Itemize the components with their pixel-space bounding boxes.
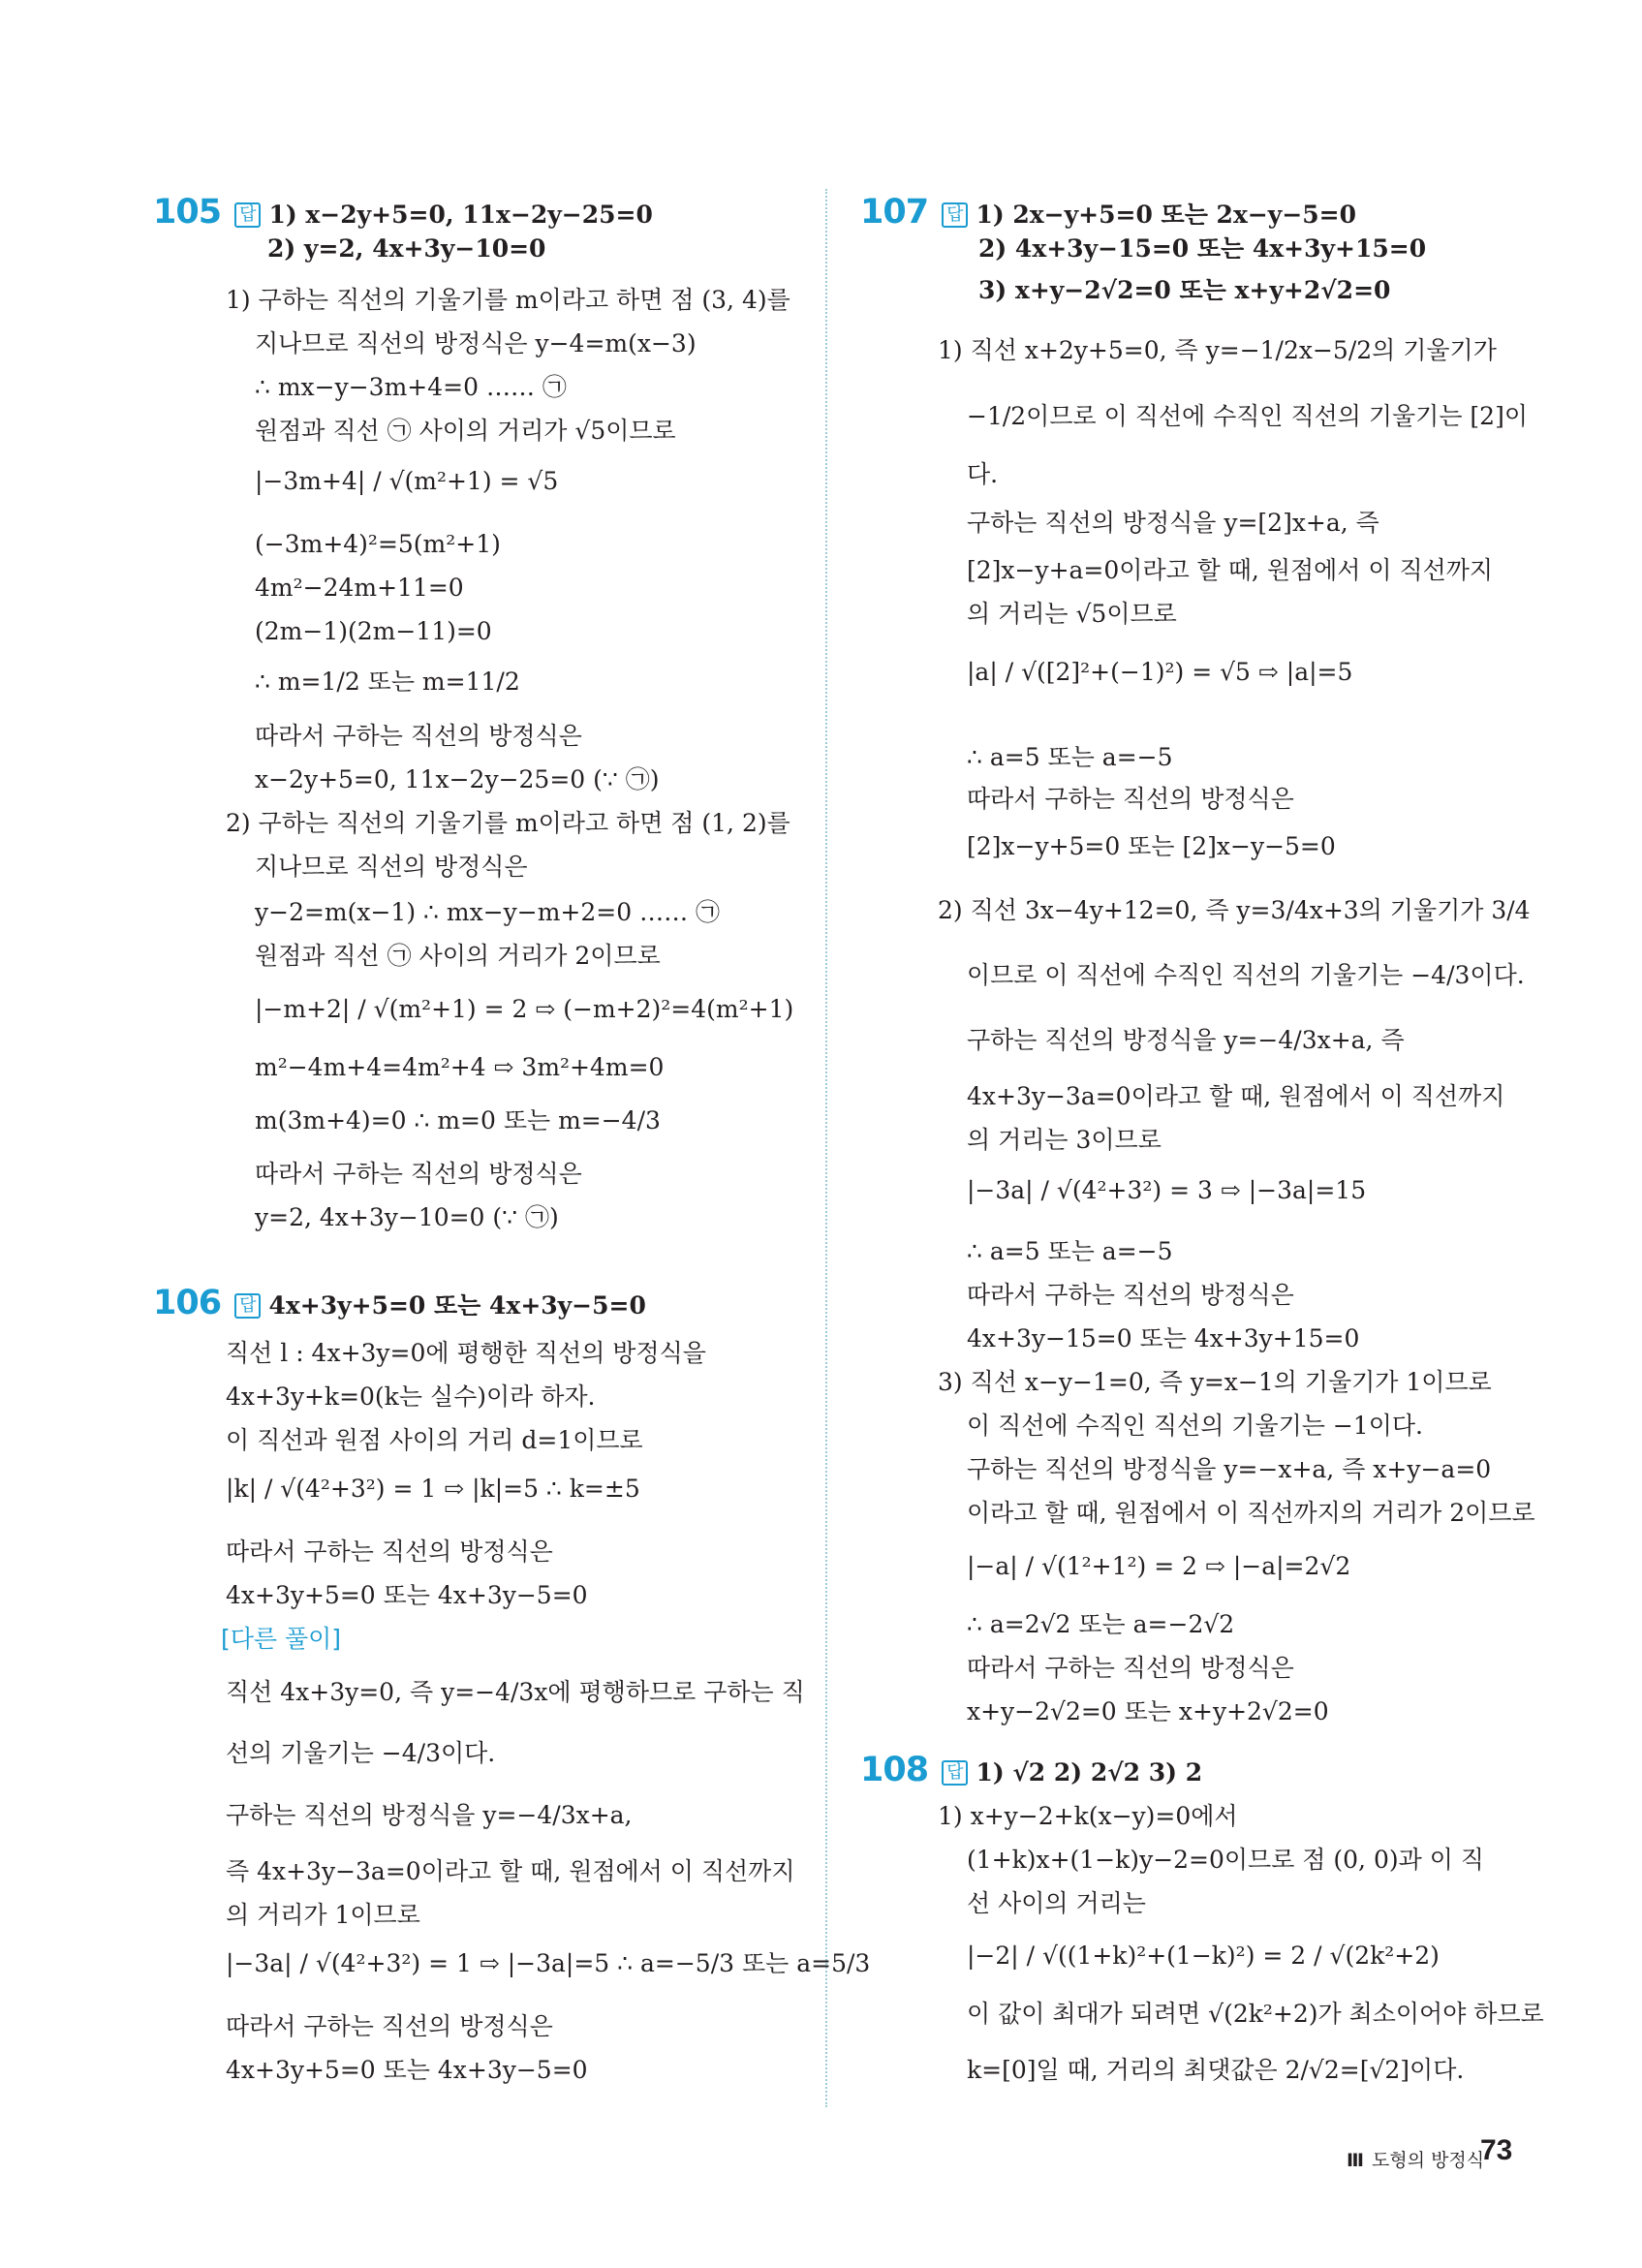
solution-line: 따라서 구하는 직선의 방정식은	[967, 1281, 1294, 1309]
equation-line: |−3m+4| / √(m²+1) = √5	[255, 467, 559, 495]
equation-line: 4x+3y+5=0 또는 4x+3y−5=0	[226, 2056, 588, 2084]
equation-line: y−2=m(x−1) ∴ mx−y−m+2=0 …… ㉠	[255, 898, 721, 926]
answer-line-1: 1) 2x−y+5=0 또는 2x−y−5=0	[976, 201, 1357, 229]
equation-line: ∴ a=2√2 또는 a=−2√2	[967, 1610, 1235, 1638]
solution-line: 따라서 구하는 직선의 방정식은	[226, 2012, 553, 2040]
problem-number: 105	[153, 193, 222, 232]
problem-number: 106	[153, 1284, 222, 1322]
answer-badge: 답	[942, 1760, 968, 1786]
answer-badge: 답	[942, 202, 968, 228]
solution-line: 1) x+y−2+k(x−y)=0에서	[938, 1802, 1238, 1830]
solution-line: [2]x−y+a=0이라고 할 때, 원점에서 이 직선까지	[967, 556, 1494, 584]
equation-line: x−2y+5=0, 11x−2y−25=0 (∵ ㉠)	[255, 765, 660, 793]
solution-line: 3) 직선 x−y−1=0, 즉 y=x−1의 기울기가 1이므로	[938, 1368, 1492, 1396]
solution-line: 2) 구하는 직선의 기울기를 m이라고 하면 점 (1, 2)를	[226, 809, 790, 837]
answer-badge: 답	[234, 1293, 261, 1319]
chapter-numeral: Ⅲ	[1347, 2150, 1364, 2171]
solution-line: 다.	[967, 460, 999, 488]
equation-line: |−m+2| / √(m²+1) = 2 ⇨ (−m+2)²=4(m²+1)	[255, 995, 794, 1023]
solution-line: 의 거리는 √5이므로	[967, 600, 1177, 628]
problem-107-header	[860, 193, 1357, 232]
solution-line: ∴ mx−y−3m+4=0 …… ㉠	[255, 373, 567, 401]
solution-line: 선 사이의 거리는	[967, 1889, 1146, 1917]
answer-line-3: 3) x+y−2√2=0 또는 x+y+2√2=0	[978, 276, 1391, 304]
equation-line: |−2| / √((1+k)²+(1−k)²) = 2 / √(2k²+2)	[967, 1942, 1440, 1970]
equation-line: [2]x−y+5=0 또는 [2]x−y−5=0	[967, 832, 1336, 860]
solution-line: (1+k)x+(1−k)y−2=0이므로 점 (0, 0)과 이 직	[967, 1846, 1484, 1874]
solution-line: 지나므로 직선의 방정식은	[255, 853, 528, 881]
solution-line: 따라서 구하는 직선의 방정식은	[967, 785, 1294, 813]
solution-line: 구하는 직선의 방정식을 y=[2]x+a, 즉	[967, 509, 1379, 537]
equation-line: m²−4m+4=4m²+4 ⇨ 3m²+4m=0	[255, 1053, 665, 1081]
solution-line: 구하는 직선의 방정식을 y=−4/3x+a, 즉	[967, 1026, 1405, 1054]
solution-line: −1/2이므로 이 직선에 수직인 직선의 기울기는 [2]이	[967, 402, 1528, 430]
equation-line: (−3m+4)²=5(m²+1)	[255, 530, 501, 558]
equation-line: ∴ a=5 또는 a=−5	[967, 743, 1173, 771]
equation-line: y=2, 4x+3y−10=0 (∵ ㉠)	[255, 1203, 559, 1231]
equation-line: ∴ m=1/2 또는 m=11/2	[255, 668, 520, 696]
solution-line: 2) 직선 3x−4y+12=0, 즉 y=3/4x+3의 기울기가 3/4	[938, 896, 1531, 924]
equation-line: |k| / √(4²+3²) = 1 ⇨ |k|=5 ∴ k=±5	[226, 1475, 640, 1503]
page-number: 73	[1480, 2134, 1513, 2166]
solution-line: 구하는 직선의 방정식을 y=−x+a, 즉 x+y−a=0	[967, 1455, 1492, 1483]
equation-line: 4x+3y−15=0 또는 4x+3y+15=0	[967, 1324, 1360, 1352]
problem-number: 107	[860, 193, 929, 232]
solution-line: 직선 l : 4x+3y=0에 평행한 직선의 방정식을	[226, 1339, 706, 1367]
equation-line: |a| / √([2]²+(−1)²) = √5 ⇨ |a|=5	[967, 658, 1353, 686]
solution-line: 선의 기울기는 −4/3이다.	[226, 1739, 496, 1767]
solution-line: 원점과 직선 ㉠ 사이의 거리가 √5이므로	[255, 417, 676, 445]
solution-line: 1) 직선 x+2y+5=0, 즉 y=−1/2x−5/2의 기울기가	[938, 336, 1497, 364]
solution-line: 4x+3y+k=0(k는 실수)이라 하자.	[226, 1383, 596, 1411]
solution-line: 의 거리가 1이므로	[226, 1901, 420, 1929]
solution-line: 따라서 구하는 직선의 방정식은	[226, 1538, 553, 1566]
solution-line: 4x+3y−3a=0이라고 할 때, 원점에서 이 직선까지	[967, 1082, 1505, 1110]
equation-line: |−a| / √(1²+1²) = 2 ⇨ |−a|=2√2	[967, 1552, 1351, 1580]
column-divider	[825, 189, 827, 2107]
answer-line: 4x+3y+5=0 또는 4x+3y−5=0	[268, 1291, 646, 1320]
chapter-footer	[1347, 2146, 1484, 2172]
solution-line: 따라서 구하는 직선의 방정식은	[255, 722, 582, 750]
answer-badge: 답	[234, 202, 261, 228]
solution-line: 구하는 직선의 방정식을 y=−4/3x+a,	[226, 1801, 633, 1829]
problem-105-header	[153, 193, 653, 232]
answer-line-1: 1) x−2y+5=0, 11x−2y−25=0	[268, 201, 653, 229]
equation-line: k=[0]일 때, 거리의 최댓값은 2/√2=[√2]이다.	[967, 2056, 1465, 2084]
solution-line: 의 거리는 3이므로	[967, 1126, 1162, 1154]
equation-line: m(3m+4)=0 ∴ m=0 또는 m=−4/3	[255, 1106, 661, 1134]
answer-line: 1) √2 2) 2√2 3) 2	[976, 1758, 1203, 1786]
equation-line: |−3a| / √(4²+3²) = 1 ⇨ |−3a|=5 ∴ a=−5/3 또는 a=5/3	[226, 1949, 871, 1977]
equation-line: |−3a| / √(4²+3²) = 3 ⇨ |−3a|=15	[967, 1176, 1367, 1204]
equation-line: ∴ a=5 또는 a=−5	[967, 1237, 1173, 1265]
solution-line: 지나므로 직선의 방정식은 y−4=m(x−3)	[255, 329, 697, 357]
solution-line: 이 값이 최대가 되려면 √(2k²+2)가 최소이어야 하므로	[967, 2000, 1544, 2028]
equation-line: 4m²−24m+11=0	[255, 574, 464, 602]
problem-106-header	[153, 1284, 646, 1322]
solution-line: 따라서 구하는 직선의 방정식은	[255, 1160, 582, 1188]
equation-line: x+y−2√2=0 또는 x+y+2√2=0	[967, 1697, 1329, 1725]
solution-line: 원점과 직선 ㉠ 사이의 거리가 2이므로	[255, 942, 661, 970]
solution-line: 1) 구하는 직선의 기울기를 m이라고 하면 점 (3, 4)를	[226, 286, 790, 314]
answer-line-2: 2) y=2, 4x+3y−10=0	[267, 234, 546, 263]
solution-line: 이므로 이 직선에 수직인 직선의 기울기는 −4/3이다.	[967, 961, 1525, 989]
solution-line: 직선 4x+3y=0, 즉 y=−4/3x에 평행하므로 구하는 직	[226, 1678, 805, 1706]
problem-number: 108	[860, 1751, 929, 1789]
equation-line: (2m−1)(2m−11)=0	[255, 617, 492, 645]
solution-line: 이 직선에 수직인 직선의 기울기는 −1이다.	[967, 1412, 1423, 1440]
solution-line: 즉 4x+3y−3a=0이라고 할 때, 원점에서 이 직선까지	[226, 1857, 795, 1885]
answer-line-2: 2) 4x+3y−15=0 또는 4x+3y+15=0	[978, 234, 1427, 263]
solution-line: 따라서 구하는 직선의 방정식은	[967, 1654, 1294, 1682]
solution-line: 이 직선과 원점 사이의 거리 d=1이므로	[226, 1426, 643, 1454]
alternate-solution-label: [다른 풀이]	[221, 1625, 342, 1653]
solution-line: 이라고 할 때, 원점에서 이 직선까지의 거리가 2이므로	[967, 1499, 1535, 1527]
equation-line: 4x+3y+5=0 또는 4x+3y−5=0	[226, 1581, 588, 1609]
chapter-title: 도형의 방정식	[1371, 2150, 1485, 2171]
problem-108-header	[860, 1751, 1203, 1789]
